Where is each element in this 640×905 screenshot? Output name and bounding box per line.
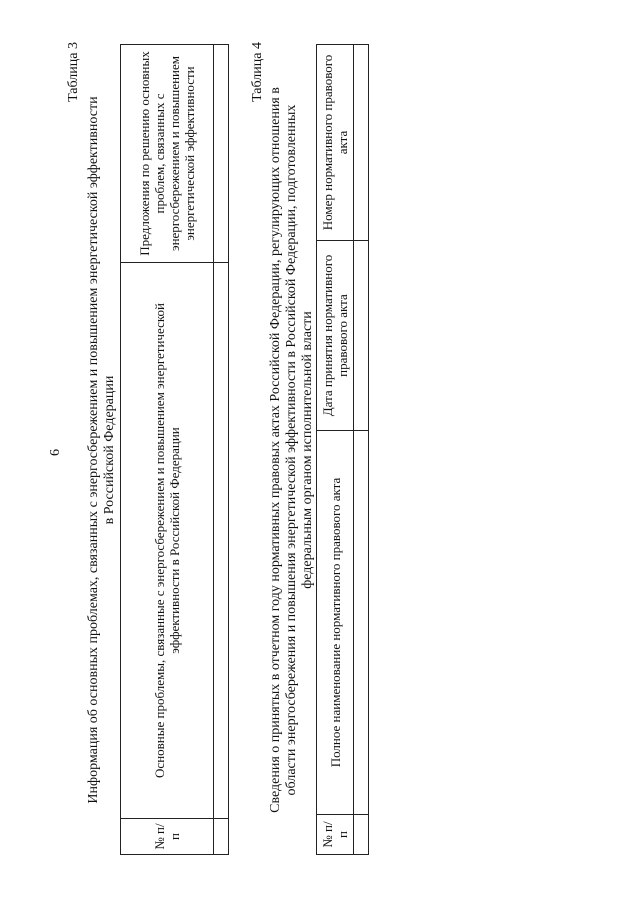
- table3-caption: Таблица 3: [66, 42, 81, 102]
- table4-cell: [354, 431, 369, 815]
- page-number: 6: [48, 449, 63, 456]
- table3-empty-row: [214, 45, 229, 855]
- table4-cell: [354, 45, 369, 241]
- table4-header-row: [317, 45, 354, 855]
- table3-header-row: [121, 45, 214, 855]
- table4: [316, 44, 369, 855]
- table4-empty-row: [354, 45, 369, 855]
- table3-cell: [214, 819, 229, 855]
- table4-cell: [354, 241, 369, 431]
- table3-header-proposals: Предложения по решению основных проблем, связанных с энергосбережением и повышением энергетической эффективности: [121, 45, 214, 263]
- table4-title: [268, 45, 316, 855]
- table3-header-problems: Основные проблемы, связанные с энергосбережением и повышением энергетической эффективности в Российской Федерации: [121, 263, 214, 819]
- table3-cell: [214, 263, 229, 819]
- table4-cell: [354, 815, 369, 855]
- table3-header-number: № п/п: [121, 819, 214, 855]
- table4-caption: Таблица 4: [250, 42, 265, 102]
- table4-title-line-2: области энергосбережения и повышения энергетической эффективности в Российской Федерации, подготовленных: [284, 104, 299, 796]
- table3-title-line-1: Информация об основных проблемах, связанных с энергосбережением и повышением энергетической эффективности: [86, 96, 101, 804]
- table3-cell: [214, 45, 229, 263]
- table4-title-line-3: федеральным органом исполнительной власти: [300, 311, 315, 589]
- table3-title-line-2: в Российской Федерации: [102, 375, 117, 525]
- table4-header-number: № п/п: [317, 815, 354, 855]
- table4-header-adoption-date: Дата принятия нормативного правового акта: [317, 241, 354, 431]
- table4-header-full-name: Полное наименование нормативного правового акта: [317, 431, 354, 815]
- table4-title-line-1: Сведения о принятых в отчетном году нормативных правовых актах Российской Федерации, регулирующих отношения в: [268, 87, 283, 813]
- table3-title: [86, 45, 118, 855]
- table3: [120, 44, 229, 855]
- table4-header-act-number: Номер нормативного правового акта: [317, 45, 354, 241]
